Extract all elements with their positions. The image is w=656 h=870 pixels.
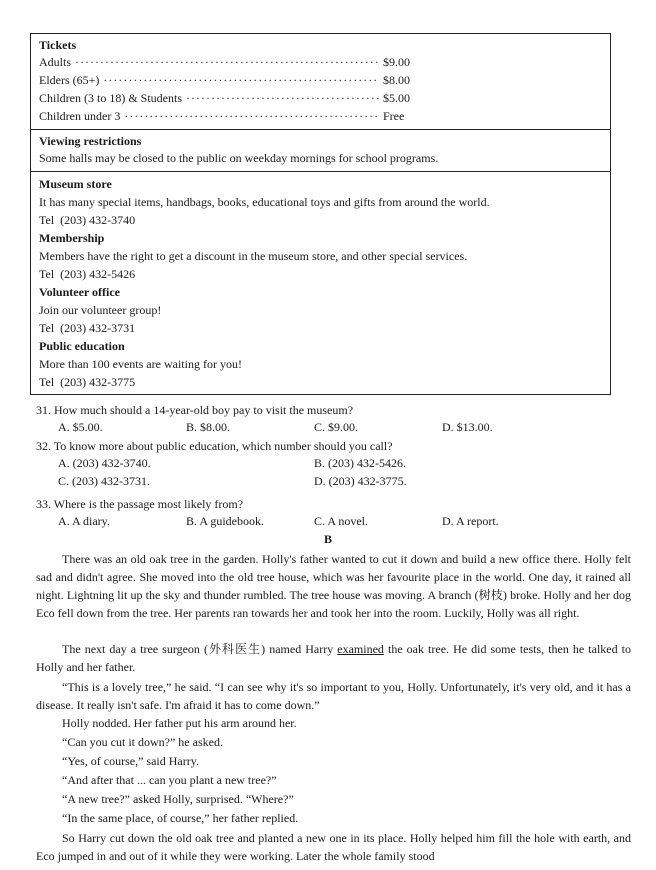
service-tel: Tel (203) 432-3775 (39, 375, 136, 389)
option-a: A. (203) 432-3740. (58, 456, 151, 470)
option-d: D. (203) 432-3775. (314, 474, 407, 488)
question-33 (36, 496, 626, 531)
ticket-price: $8.00 (383, 73, 410, 87)
option-b: B. (203) 432-5426. (314, 456, 406, 470)
ticket-row-adults (39, 54, 610, 72)
question-stem: 33. Where is the passage most likely from? (36, 497, 244, 511)
service-text: It has many special items, handbags, books, educational toys and gifts from around the world. (39, 195, 490, 209)
option-c: C. $9.00. (314, 420, 359, 434)
ticket-price: $9.00 (383, 55, 410, 69)
option-c: C. A novel. (314, 514, 369, 528)
service-tel: Tel (203) 432-3731 (39, 321, 136, 335)
option-a: A. $5.00. (58, 420, 103, 434)
story-paragraph-1: There was an old oak tree in the garden. Holly's father wanted to cut it down and build a new office there. Holly felt sad and didn't agree. She moved into the old tree house, which was her favourite place in the world. One day, it rained all night. Lightning lit up the sky and thunder rumbled. The tree house was moving. A branch (树枝) broke. Holly and her dog Eco fell down from the tree. Her parents ran towards her and took her into the room. Luckily, Holly was all right. (36, 552, 631, 620)
dot-leader (124, 108, 379, 125)
ticket-label: Adults (39, 55, 72, 69)
tickets-section (31, 34, 610, 130)
story-paragraph-7: “And after that ... can you plant a new tree?” (62, 773, 277, 787)
story-paragraph-8: “A new tree?” asked Holly, surprised. “Where?” (62, 792, 294, 806)
p2-before: The next day a tree surgeon (外科医生) named Harry (62, 642, 338, 656)
service-tel: Tel (203) 432-3740 (39, 213, 136, 227)
story-paragraph-5: “Can you cut it down?” he asked. (62, 735, 223, 749)
ticket-price: Free (383, 109, 405, 123)
question-32 (36, 438, 626, 491)
underlined-word: examined (337, 642, 384, 656)
services-section (31, 172, 610, 394)
viewing-text: Some halls may be closed to the public on weekday mornings for school programs. (39, 151, 439, 165)
story-paragraph-3: “This is a lovely tree,” he said. “I can see why it's so important to you, Holly. Unfortunately, it's very old, and it has a disease. It really isn't safe. I'm afraid it has to come down.” (36, 680, 631, 712)
question-stem: 32. To know more about public education, which number should you call? (36, 439, 393, 453)
ticket-label: Elders (65+) (39, 73, 100, 87)
ticket-label: Children (3 to 18) & Students (39, 91, 182, 105)
service-heading: Volunteer office (39, 285, 120, 299)
ticket-row-children-under-3 (39, 108, 610, 126)
option-b: B. A guidebook. (186, 514, 265, 528)
question-31 (36, 402, 626, 437)
story-paragraph-4: Holly nodded. Her father put his arm around her. (62, 716, 297, 730)
service-heading: Museum store (39, 177, 112, 191)
viewing-heading: Viewing restrictions (39, 134, 142, 148)
story-paragraph-2 (36, 640, 631, 676)
service-text: Join our volunteer group! (39, 303, 162, 317)
dot-leader (103, 72, 379, 89)
option-a: A. A diary. (58, 514, 110, 528)
section-b-title: B (323, 532, 332, 546)
option-c: C. (203) 432-3731. (58, 474, 150, 488)
service-text: Members have the right to get a discount in the museum store, and other special services. (39, 249, 468, 263)
story-paragraph-10: So Harry cut down the old oak tree and planted a new one in its place. Holly helped him fill the hole with earth, and Eco jumped in and out of it while they were working. Later the whole family stood (36, 831, 631, 863)
service-tel: Tel (203) 432-5426 (39, 267, 136, 281)
service-text: More than 100 events are waiting for you! (39, 357, 242, 371)
service-heading: Membership (39, 231, 105, 245)
option-b: B. $8.00. (186, 420, 231, 434)
option-d: D. A report. (442, 514, 499, 528)
tickets-heading: Tickets (39, 38, 77, 52)
dot-leader (186, 90, 379, 107)
ticket-row-children-students (39, 90, 610, 108)
option-d: D. $13.00. (442, 420, 493, 434)
ticket-row-elders (39, 72, 610, 90)
museum-info-box (30, 33, 611, 395)
service-heading: Public education (39, 339, 125, 353)
story-paragraph-9: “In the same place, of course,” her father replied. (62, 811, 299, 825)
viewing-section (31, 130, 610, 172)
p2-after: the oak tree. He did some tests, then he talked to Holly and her father. (36, 642, 631, 674)
question-stem: 31. How much should a 14-year-old boy pay to visit the museum? (36, 403, 354, 417)
ticket-price: $5.00 (383, 91, 410, 105)
dot-leader (75, 54, 379, 71)
story-paragraph-6: “Yes, of course,” said Harry. (62, 754, 199, 768)
ticket-label: Children under 3 (39, 109, 121, 123)
